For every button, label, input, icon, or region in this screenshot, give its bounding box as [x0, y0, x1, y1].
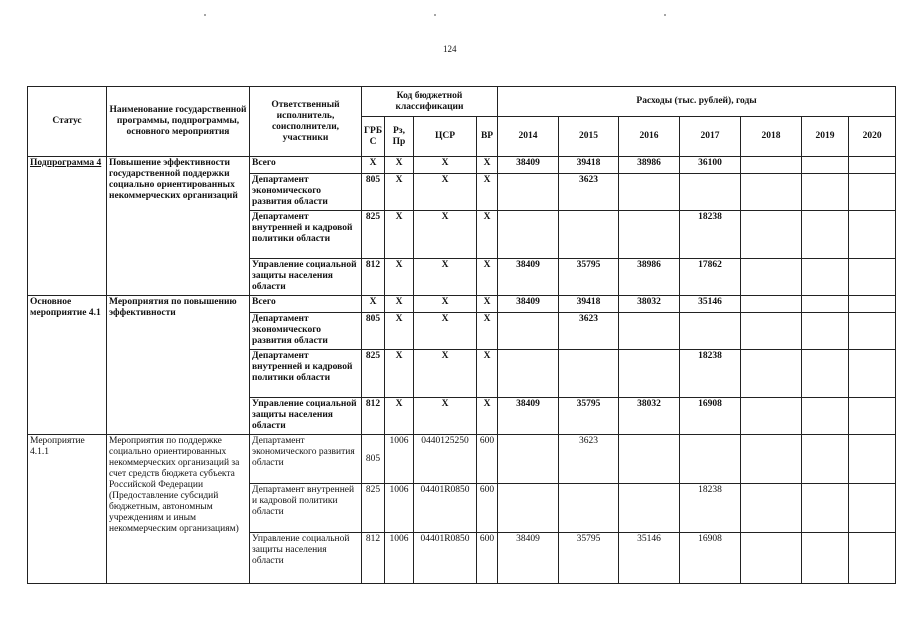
csr-cell: Х	[414, 313, 477, 350]
program-name-cell: Повышение эффективности государственной поддержки социально ориентированных некоммерческих организаций	[107, 157, 250, 296]
csr-cell: 04401R0850	[414, 484, 477, 533]
scan-speck	[434, 14, 436, 16]
executor-cell: Департамент внутренней и кадровой политики области	[250, 350, 362, 398]
expense-value-cell	[849, 211, 896, 259]
expense-value-cell	[802, 296, 849, 313]
header-rzpr: Рз, Пр	[385, 117, 414, 157]
executor-cell: Департамент экономического развития области	[250, 313, 362, 350]
expense-value-cell	[802, 174, 849, 211]
expense-value-cell	[559, 350, 619, 398]
header-year: 2020	[849, 117, 896, 157]
vr-cell: Х	[477, 350, 498, 398]
expense-value-cell	[849, 313, 896, 350]
expense-value-cell	[802, 435, 849, 484]
expense-value-cell	[741, 398, 802, 435]
expense-value-cell: 3623	[559, 313, 619, 350]
expense-value-cell	[498, 484, 559, 533]
rzpr-cell: Х	[385, 296, 414, 313]
rzpr-cell: Х	[385, 398, 414, 435]
expense-value-cell: 38032	[619, 398, 680, 435]
grbs-cell: 812	[362, 533, 385, 584]
csr-cell: Х	[414, 350, 477, 398]
table-body	[28, 157, 896, 584]
expense-value-cell	[849, 350, 896, 398]
expense-value-cell: 35146	[619, 533, 680, 584]
header-csr: ЦСР	[414, 117, 477, 157]
program-name-cell: Мероприятия по поддержке социально ориентированных некоммерческих организаций за счет средств бюджета субъекта Российской Федерации (Предоставление субсидий бюджетным, автономным учреждениям и иным некоммерческим организациям)	[107, 435, 250, 584]
header-executor: Ответственный исполнитель, соисполнители, участники	[250, 87, 362, 157]
rzpr-cell: Х	[385, 259, 414, 296]
csr-cell: Х	[414, 259, 477, 296]
executor-cell: Всего	[250, 296, 362, 313]
table-row	[28, 157, 896, 174]
executor-cell: Департамент экономического развития области	[250, 435, 362, 484]
expense-value-cell: 3623	[559, 174, 619, 211]
vr-cell: Х	[477, 211, 498, 259]
rzpr-cell: Х	[385, 211, 414, 259]
expense-value-cell	[680, 313, 741, 350]
header-year: 2017	[680, 117, 741, 157]
rzpr-cell: Х	[385, 157, 414, 174]
expense-value-cell	[802, 350, 849, 398]
status-cell: Подпрограмма 4	[28, 157, 107, 296]
expense-value-cell: 35795	[559, 533, 619, 584]
expense-value-cell	[802, 398, 849, 435]
rzpr-cell: 1006	[385, 533, 414, 584]
header-year: 2016	[619, 117, 680, 157]
vr-cell: Х	[477, 174, 498, 211]
header-year: 2015	[559, 117, 619, 157]
header-year: 2019	[802, 117, 849, 157]
expense-value-cell	[802, 157, 849, 174]
csr-cell: Х	[414, 157, 477, 174]
expense-value-cell	[680, 435, 741, 484]
expense-value-cell	[849, 484, 896, 533]
scan-specks	[0, 14, 905, 20]
expense-value-cell: 38032	[619, 296, 680, 313]
header-vr: ВР	[477, 117, 498, 157]
expense-value-cell	[498, 313, 559, 350]
executor-cell: Всего	[250, 157, 362, 174]
expense-value-cell: 17862	[680, 259, 741, 296]
vr-cell: 600	[477, 484, 498, 533]
scan-speck	[664, 14, 666, 16]
program-name-cell: Мероприятия по повышению эффективности	[107, 296, 250, 435]
expense-value-cell: 38409	[498, 296, 559, 313]
header-year: 2018	[741, 117, 802, 157]
rzpr-cell: Х	[385, 313, 414, 350]
expense-value-cell: 38409	[498, 259, 559, 296]
expense-value-cell	[498, 174, 559, 211]
expense-value-cell: 18238	[680, 211, 741, 259]
expense-value-cell	[619, 174, 680, 211]
csr-cell: 04401R0850	[414, 533, 477, 584]
expense-value-cell	[741, 296, 802, 313]
grbs-cell: 805	[362, 435, 385, 484]
grbs-cell: 812	[362, 259, 385, 296]
expense-value-cell	[849, 435, 896, 484]
expense-value-cell: 35146	[680, 296, 741, 313]
grbs-cell: 805	[362, 313, 385, 350]
expense-value-cell	[741, 259, 802, 296]
status-cell: Основное мероприятие 4.1	[28, 296, 107, 435]
header-budget-code: Код бюджетной классификации	[362, 87, 498, 117]
grbs-cell: 825	[362, 350, 385, 398]
rzpr-cell: Х	[385, 350, 414, 398]
page-number: 124	[443, 44, 457, 54]
expense-value-cell: 38409	[498, 533, 559, 584]
table-row	[28, 296, 896, 313]
vr-cell: Х	[477, 259, 498, 296]
grbs-cell: 825	[362, 484, 385, 533]
grbs-cell: 805	[362, 174, 385, 211]
expense-value-cell	[741, 157, 802, 174]
expense-value-cell: 18238	[680, 484, 741, 533]
expense-value-cell	[498, 211, 559, 259]
expense-value-cell: 39418	[559, 296, 619, 313]
header-grbs: ГРБ С	[362, 117, 385, 157]
expense-value-cell	[741, 533, 802, 584]
csr-cell: Х	[414, 211, 477, 259]
expense-value-cell	[802, 211, 849, 259]
scan-speck	[204, 14, 206, 16]
vr-cell: 600	[477, 533, 498, 584]
expense-value-cell: 35795	[559, 398, 619, 435]
expense-value-cell: 16908	[680, 533, 741, 584]
expense-value-cell	[619, 313, 680, 350]
vr-cell: Х	[477, 398, 498, 435]
executor-cell: Управление социальной защиты населения области	[250, 259, 362, 296]
grbs-cell: Х	[362, 157, 385, 174]
expense-value-cell: 35795	[559, 259, 619, 296]
expense-value-cell	[802, 484, 849, 533]
status-cell: Мероприятие 4.1.1	[28, 435, 107, 584]
expense-value-cell	[741, 174, 802, 211]
expense-value-cell	[741, 484, 802, 533]
csr-cell: Х	[414, 398, 477, 435]
expense-value-cell: 16908	[680, 398, 741, 435]
csr-cell: Х	[414, 296, 477, 313]
expense-value-cell	[849, 259, 896, 296]
grbs-cell: Х	[362, 296, 385, 313]
vr-cell: Х	[477, 296, 498, 313]
expense-value-cell	[619, 435, 680, 484]
expense-value-cell: 3623	[559, 435, 619, 484]
vr-cell: 600	[477, 435, 498, 484]
csr-cell: 0440125250	[414, 435, 477, 484]
expense-value-cell	[849, 398, 896, 435]
csr-cell: Х	[414, 174, 477, 211]
expense-value-cell	[741, 313, 802, 350]
expense-value-cell	[741, 350, 802, 398]
grbs-cell: 825	[362, 211, 385, 259]
expense-value-cell: 38409	[498, 398, 559, 435]
expense-value-cell	[849, 157, 896, 174]
expense-value-cell	[619, 484, 680, 533]
expense-value-cell	[741, 211, 802, 259]
expense-value-cell	[802, 313, 849, 350]
expense-value-cell	[849, 174, 896, 211]
expense-value-cell	[849, 296, 896, 313]
expense-value-cell	[802, 533, 849, 584]
expense-value-cell	[802, 259, 849, 296]
expense-value-cell	[498, 435, 559, 484]
executor-cell: Управление социальной защиты населения области	[250, 398, 362, 435]
rzpr-cell: Х	[385, 174, 414, 211]
expense-value-cell	[559, 484, 619, 533]
header-year: 2014	[498, 117, 559, 157]
expense-value-cell: 38986	[619, 259, 680, 296]
header-name: Наименование государственной программы, подпрограммы, основного мероприятия	[107, 87, 250, 157]
header-status: Статус	[28, 87, 107, 157]
expense-value-cell	[849, 533, 896, 584]
grbs-cell: 812	[362, 398, 385, 435]
expense-value-cell	[619, 350, 680, 398]
expense-value-cell	[741, 435, 802, 484]
expense-value-cell: 39418	[559, 157, 619, 174]
header-expenses: Расходы (тыс. рублей), годы	[498, 87, 896, 117]
expense-value-cell: 36100	[680, 157, 741, 174]
executor-cell: Управление социальной защиты населения области	[250, 533, 362, 584]
executor-cell: Департамент внутренней и кадровой политики области	[250, 484, 362, 533]
expense-value-cell	[619, 211, 680, 259]
table-row	[28, 435, 896, 484]
expense-value-cell	[680, 174, 741, 211]
vr-cell: Х	[477, 313, 498, 350]
executor-cell: Департамент экономического развития области	[250, 174, 362, 211]
expense-value-cell	[498, 350, 559, 398]
expense-value-cell	[559, 211, 619, 259]
expense-value-cell: 18238	[680, 350, 741, 398]
rzpr-cell: 1006	[385, 435, 414, 484]
expense-value-cell: 38409	[498, 157, 559, 174]
budget-table	[27, 86, 896, 584]
vr-cell: Х	[477, 157, 498, 174]
expense-value-cell: 38986	[619, 157, 680, 174]
executor-cell: Департамент внутренней и кадровой политики области	[250, 211, 362, 259]
rzpr-cell: 1006	[385, 484, 414, 533]
